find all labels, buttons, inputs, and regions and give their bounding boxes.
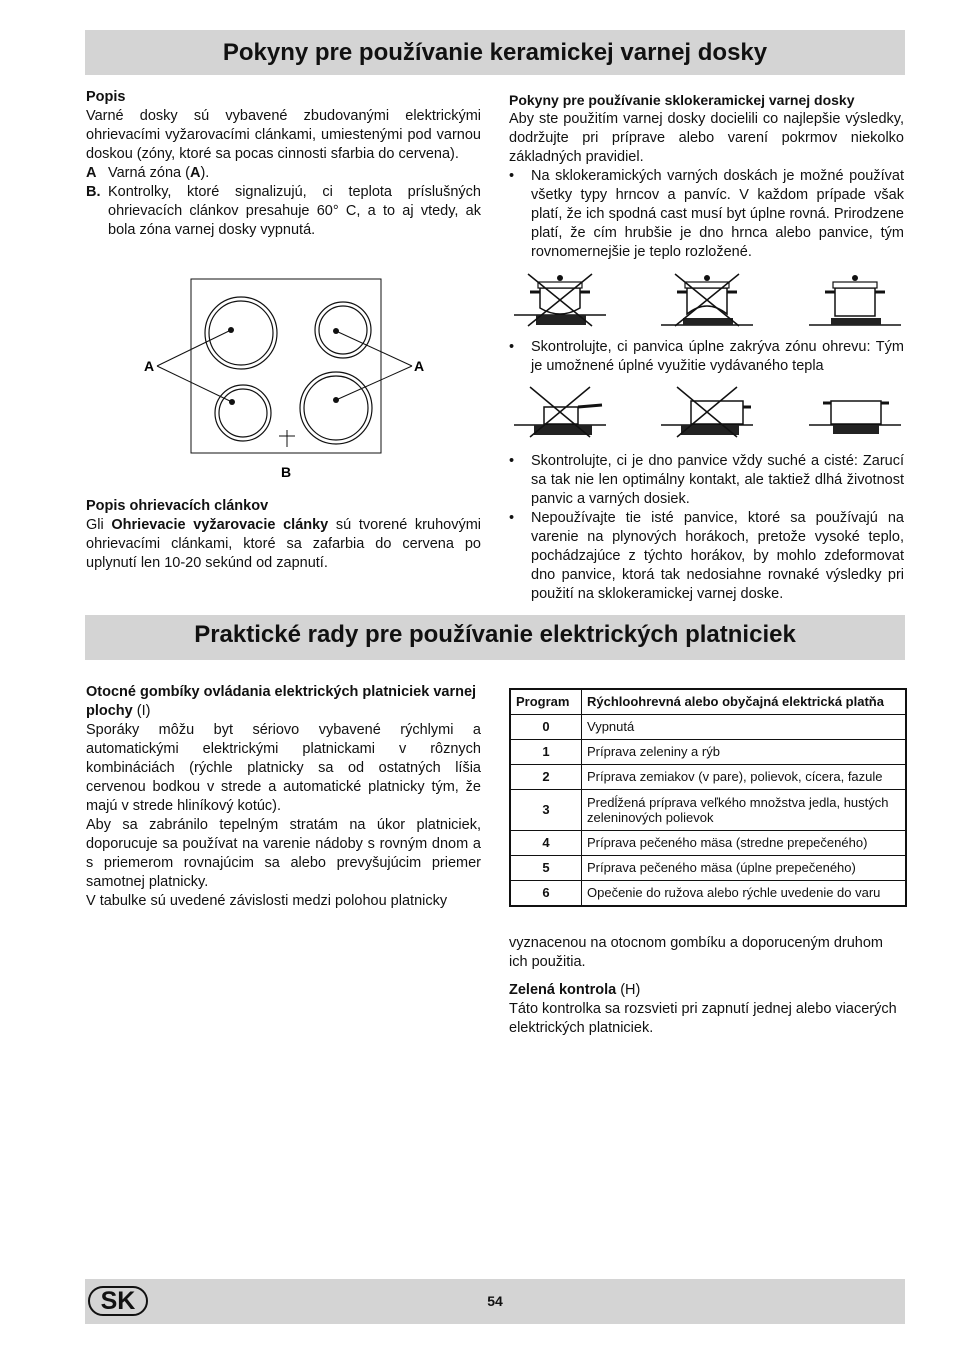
section2-right-column [509, 934, 905, 1038]
section2-left-column [86, 683, 481, 911]
program-table [511, 690, 905, 905]
pot-matching-zone-icon [805, 383, 905, 441]
ohrievacie-block [86, 497, 481, 573]
program-description: Príprava pečeného mäsa (stredne prepečeného) [582, 830, 906, 855]
cooktop-outline [191, 279, 381, 453]
gombiky-para-2: Aby sa zabránilo tepelným stratám na úkor platniciek, doporucuje sa používat na varenie nádoby s rovným dnom a s priemerom rovnajúcim sa alebo prevyšujúcim priemer samotnej platnicky. [86, 817, 481, 890]
diagram-label-a-left: A [144, 358, 155, 374]
section1-left-column [86, 88, 481, 240]
program-table-frame [509, 688, 907, 907]
program-number: 0 [511, 714, 582, 739]
program-row [511, 855, 905, 880]
bullets-3-4-block [509, 452, 904, 604]
program-row [511, 880, 905, 905]
cooktop-diagram [140, 275, 430, 485]
program-description: Príprava zeleniny a rýb [582, 739, 906, 764]
language-badge: SK [88, 1286, 148, 1316]
gombiky-para-1: Sporáky môžu byt sériovo vybavené rýchlymi a automatickými elektrickými platnickami v rôznych kombináciách (rýchle platnicky sa od ostatných líšia cervenou bodkou v strede a automatické platnicky tým, že majú v strede hliníkový kotúc). [86, 722, 481, 814]
program-number: 3 [511, 789, 582, 830]
program-description: Vypnutá [582, 714, 906, 739]
section2-title: Praktické rady pre používanie elektrických platniciek [194, 621, 796, 648]
ohrievacie-pre: Gli [86, 517, 112, 533]
pot-smaller-than-zone-icon [657, 383, 757, 441]
zelena-heading-tail: (H) [616, 982, 641, 998]
program-description: Predĺžená príprava veľkého množstva jedla, hustých zeleninových polievok [582, 789, 906, 830]
pot-flat-bottom-icon [805, 268, 905, 330]
zone-small-bottom-left [215, 385, 271, 441]
bullet-1: • Na sklokeramických varných doskách je možné používat všetky typy hrncov a panvíc. V každom prípade však platí, že ich spodná cast musí byt úplne rovná. Prirodzene platí, že cím hrubšie je dno hrnca alebo panvice, tým rovnomernejšie je teplo rozložené. [509, 168, 904, 260]
program-row [511, 714, 905, 739]
footer-bar [85, 1279, 905, 1324]
diagram-label-b: B [281, 464, 292, 480]
gombiky-heading: Otocné gombíky ovládania elektrických platniciek varnej plochy [86, 684, 477, 719]
bullet-3: • Skontrolujte, ci je dno panvice vždy suché a cisté: Zarucí sa tak nie len optimálny kontakt, ale taktiež dlhá životnost panvic a varných dosiek. [509, 453, 904, 507]
program-number: 5 [511, 855, 582, 880]
sklokeramicka-intro: Aby ste použitím varnej dosky docielili co najlepšie výsledky, dodržujte pri príprave alebo varení pokrmov niekolko základných pravidiel. [509, 111, 904, 165]
program-number: 2 [511, 764, 582, 789]
program-row [511, 830, 905, 855]
item-a-post: ). [200, 165, 210, 181]
item-b-key: B. [86, 184, 101, 200]
zone-large-bottom-right [300, 372, 372, 444]
program-number: 6 [511, 880, 582, 905]
zelena-text: Táto kontrolka sa rozsvieti pri zapnutí jednej alebo viacerých elektrických platniciek. [509, 1001, 897, 1036]
program-row [511, 789, 905, 830]
item-b-text: Kontrolky, ktoré signalizujú, ci teplota príslušných ohrievacích clánkov presahuje 60° C, a to aj vtedy, ak bola zóna varnej dosky vypnutá. [108, 184, 481, 238]
item-b [86, 183, 481, 240]
zelena-heading: Zelená kontrola [509, 982, 617, 998]
sklokeramicka-heading: Pokyny pre používanie sklokeramickej varnej dosky [509, 92, 855, 108]
popis-text: Varné dosky sú vybavené zbudovanými elektrickými ohrievacími vyžarovacími clánkami, umiestenými pod varnou doskou (zóny, ktoré sa pocas cinnosti sfarbia do cervena). [86, 108, 481, 162]
program-description: Opečenie do ružova alebo rýchle uvedenie do varu [582, 880, 906, 905]
diagram-label-a-right: A [414, 358, 425, 374]
section2-header [85, 615, 905, 660]
plate-col-header: Rýchloohrevná alebo obyčajná elektrická platňa [582, 690, 906, 714]
pot-warped-bottom-icon [510, 268, 610, 330]
table-continuation: vyznacenou na otocnom gombíku a doporuceným druhom ich použitia. [509, 935, 883, 970]
gombiky-para-3: V tabulke sú uvedené závislosti medzi polohou platnicky [86, 893, 448, 909]
bullet-4: • Nepoužívajte tie isté panvice, ktoré sa používajú na varenie na plynových horákoch, pretože vysoké teplo, pochádzajúce z týchto horákov, by mohlo zdeformovat dno panvice, ktorá tak nedosiahne rovnaké výsledky pri použití na sklokeramickej varnej doske. [509, 510, 904, 602]
program-description: Príprava pečeného mäsa (úplne prepečeného) [582, 855, 906, 880]
pan-smaller-than-zone-icon [510, 383, 610, 441]
section1-right-top [509, 91, 904, 262]
popis-heading: Popis [86, 89, 126, 105]
bullet-2-block [509, 338, 904, 376]
item-a-bold: A [189, 165, 201, 181]
ohrievacie-heading: Popis ohrievacích clánkov [86, 498, 269, 514]
program-number: 1 [511, 739, 582, 764]
section1-title: Pokyny pre používanie keramickej varnej dosky [222, 39, 768, 66]
ohrievacie-post: sú tvorené kruhovými ohrievacími clánkami, ktoré sa zafarbia do cervena po uplynutí len 10-20 sekúnd od zapnutí. [86, 517, 481, 571]
item-a [86, 164, 481, 183]
zone-small-top-right [315, 302, 371, 358]
item-a-key: A [86, 165, 97, 181]
section1-header [85, 30, 905, 75]
pot-convex-bottom-icon [657, 268, 757, 330]
program-row [511, 739, 905, 764]
program-col-header: Program [511, 690, 582, 714]
ohrievacie-bold: Ohrievacie vyžarovacie clánky [111, 517, 329, 533]
bullet-2: • Skontrolujte, ci panvica úplne zakrýva zónu ohrevu: Tým je umožnené úplné využitie vydávaného tepla [509, 339, 904, 374]
program-row [511, 764, 905, 789]
item-a-pre: Varná zóna ( [108, 165, 190, 181]
zone-large-top-left [205, 297, 277, 369]
program-number: 4 [511, 830, 582, 855]
program-description: Príprava zemiakov (v pare), polievok, cícera, fazule [582, 764, 906, 789]
page-number: 54 [487, 1293, 503, 1309]
gombiky-heading-tail: (I) [132, 703, 151, 719]
